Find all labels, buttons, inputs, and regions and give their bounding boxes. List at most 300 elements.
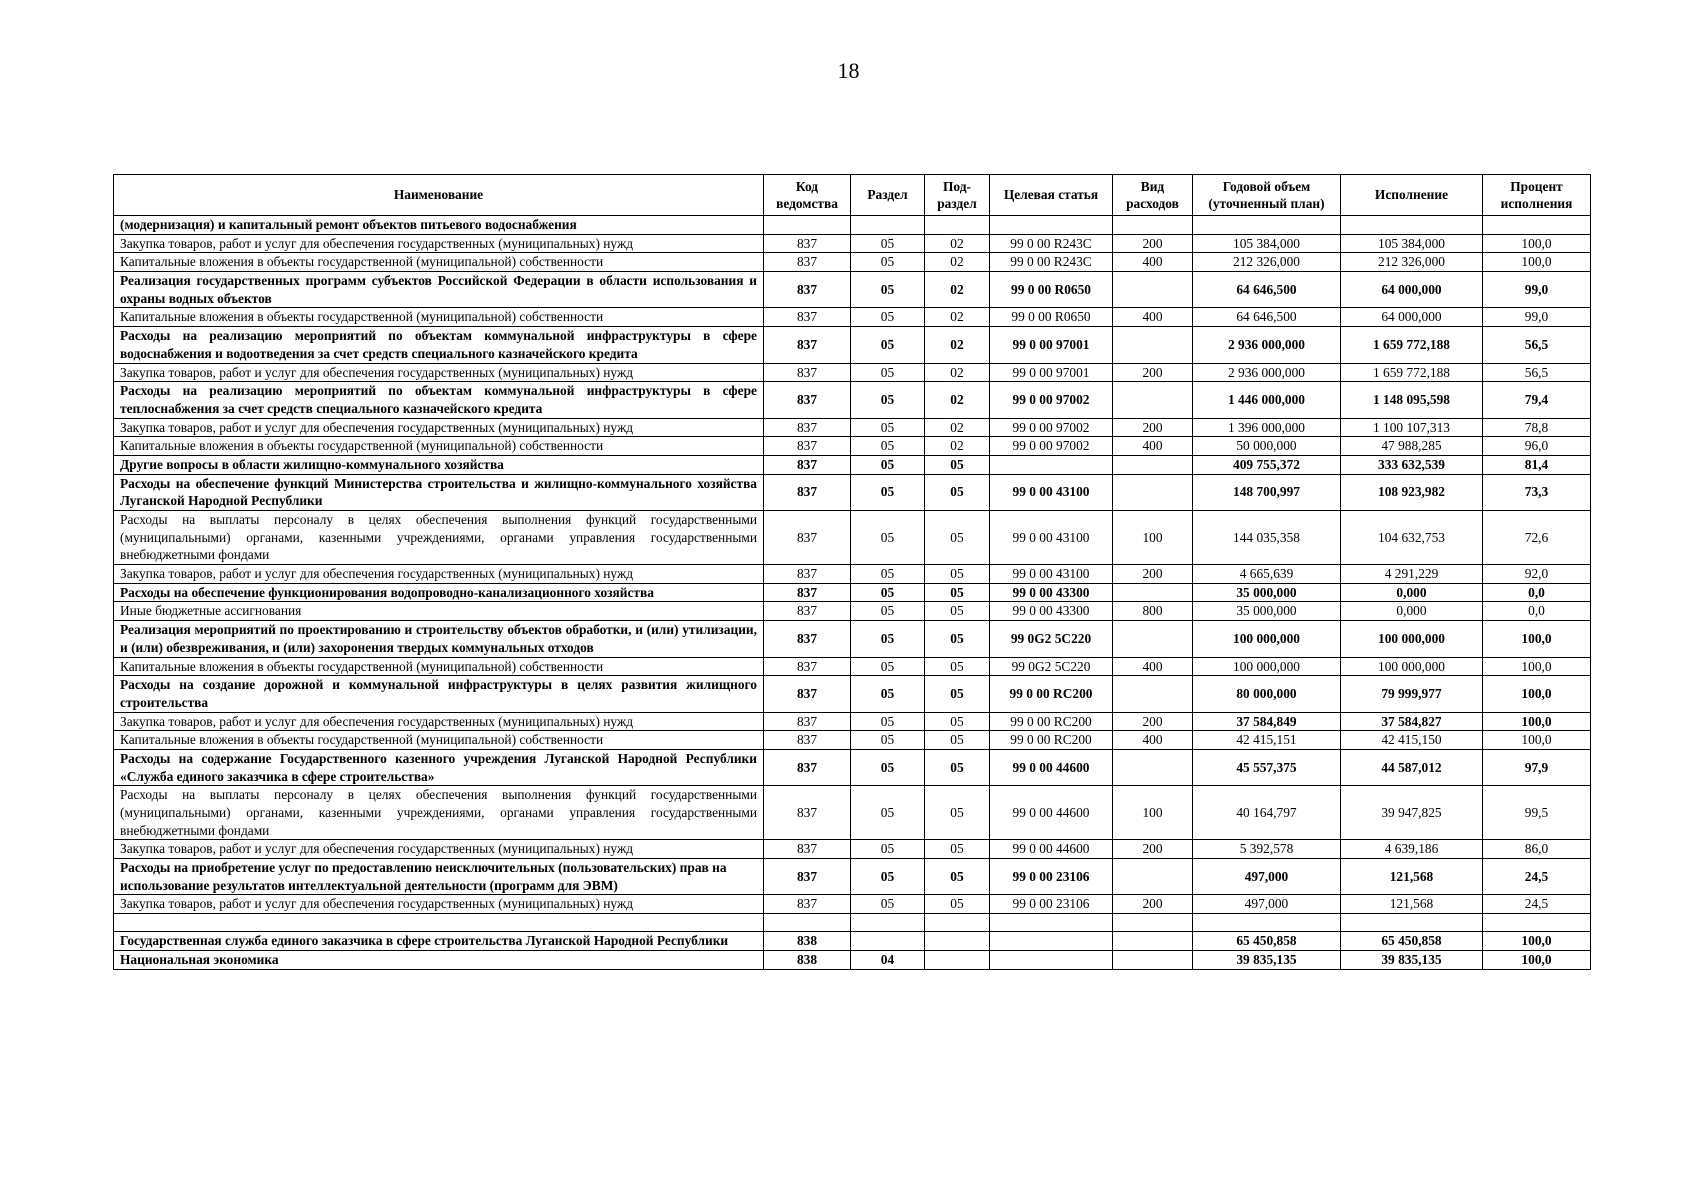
table-row — [114, 621, 1591, 657]
table-row — [114, 895, 1591, 914]
cell-podrazdel: 05 — [925, 511, 990, 565]
cell-name: Расходы на обеспечение функций Министерства строительства и жилищно-коммунального хозяйства Луганской Народной Республики — [114, 474, 764, 510]
cell-plan: 212 326,000 — [1193, 253, 1341, 272]
cell-ved: 837 — [764, 657, 851, 676]
cell-name: (модернизация) и капитальный ремонт объектов питьевого водоснабжения — [114, 216, 764, 235]
cell-pct: 96,0 — [1483, 437, 1591, 456]
cell-plan: 2 936 000,000 — [1193, 363, 1341, 382]
cell-vid: 200 — [1113, 363, 1193, 382]
cell-razdel: 05 — [851, 657, 925, 676]
cell-csr: 99 0 00 97001 — [990, 363, 1113, 382]
cell-pct: 97,9 — [1483, 749, 1591, 785]
cell-csr: 99 0G2 5C220 — [990, 621, 1113, 657]
cell-razdel: 05 — [851, 253, 925, 272]
cell-razdel: 05 — [851, 786, 925, 840]
header-name: Наименование — [114, 175, 764, 216]
cell-isp: 100 000,000 — [1341, 621, 1483, 657]
cell-razdel: 05 — [851, 272, 925, 308]
cell-razdel: 05 — [851, 418, 925, 437]
cell-vid: 200 — [1113, 840, 1193, 859]
cell-isp: 1 659 772,188 — [1341, 327, 1483, 363]
cell-pct: 0,0 — [1483, 583, 1591, 602]
cell-name: Капитальные вложения в объекты государственной (муниципальной) собственности — [114, 253, 764, 272]
table-header-row — [114, 175, 1591, 216]
cell-plan: 50 000,000 — [1193, 437, 1341, 456]
header-ved: Код ведомства — [764, 175, 851, 216]
cell-name: Закупка товаров, работ и услуг для обеспечения государственных (муниципальных) нужд — [114, 712, 764, 731]
cell-ved: 837 — [764, 382, 851, 418]
cell-csr: 99 0 00 97002 — [990, 418, 1113, 437]
table-row — [114, 676, 1591, 712]
header-isp: Исполнение — [1341, 175, 1483, 216]
cell-isp: 79 999,977 — [1341, 676, 1483, 712]
cell-isp: 39 947,825 — [1341, 786, 1483, 840]
page-number: 18 — [837, 58, 860, 83]
table-row — [114, 565, 1591, 584]
cell-name — [114, 914, 764, 932]
cell-razdel: 04 — [851, 950, 925, 969]
cell-vid: 100 — [1113, 511, 1193, 565]
cell-podrazdel: 05 — [925, 657, 990, 676]
cell-ved: 837 — [764, 511, 851, 565]
cell-podrazdel: 05 — [925, 731, 990, 750]
cell-ved: 837 — [764, 437, 851, 456]
cell-pct: 100,0 — [1483, 657, 1591, 676]
cell-name: Расходы на приобретение услуг по предоставлению неисключительных (пользовательских) прав на использование результатов интеллектуальной деятельности (программ для ЭВМ) — [114, 859, 764, 895]
budget-table — [113, 174, 1591, 970]
cell-vid — [1113, 932, 1193, 951]
cell-csr: 99 0 00 43100 — [990, 511, 1113, 565]
cell-isp: 37 584,827 — [1341, 712, 1483, 731]
table-row — [114, 511, 1591, 565]
cell-ved: 837 — [764, 474, 851, 510]
cell-csr: 99 0 00 R0650 — [990, 308, 1113, 327]
cell-name: Реализация мероприятий по проектированию и строительству объектов обработки, и (или) утилизации, и (или) обезвреживания, и (или) захоронения твердых коммунальных отходов — [114, 621, 764, 657]
cell-vid: 400 — [1113, 657, 1193, 676]
cell-pct: 24,5 — [1483, 895, 1591, 914]
cell-csr: 99 0 00 97002 — [990, 437, 1113, 456]
cell-plan: 37 584,849 — [1193, 712, 1341, 731]
cell-name: Национальная экономика — [114, 950, 764, 969]
header-plan: Годовой объем (уточненный план) — [1193, 175, 1341, 216]
cell-vid: 800 — [1113, 602, 1193, 621]
cell-vid — [1113, 327, 1193, 363]
cell-ved: 837 — [764, 234, 851, 253]
table-row — [114, 786, 1591, 840]
cell-name: Капитальные вложения в объекты государственной (муниципальной) собственности — [114, 657, 764, 676]
header-csr: Целевая статья — [990, 175, 1113, 216]
table-row — [114, 272, 1591, 308]
cell-plan: 64 646,500 — [1193, 272, 1341, 308]
cell-vid: 200 — [1113, 895, 1193, 914]
cell-csr: 99 0 00 R243C — [990, 253, 1113, 272]
cell-vid: 200 — [1113, 418, 1193, 437]
cell-ved: 837 — [764, 712, 851, 731]
table-row — [114, 583, 1591, 602]
cell-pct: 92,0 — [1483, 565, 1591, 584]
cell-razdel: 05 — [851, 895, 925, 914]
cell-csr — [990, 914, 1113, 932]
cell-isp: 4 291,229 — [1341, 565, 1483, 584]
cell-name: Расходы на выплаты персоналу в целях обеспечения выполнения функций государственными (муниципальными) органами, казенными учреждениями, органами управления государственными внебюджетными фондами — [114, 786, 764, 840]
cell-plan: 497,000 — [1193, 895, 1341, 914]
cell-ved: 837 — [764, 583, 851, 602]
cell-csr — [990, 455, 1113, 474]
cell-podrazdel: 05 — [925, 602, 990, 621]
cell-plan: 1 446 000,000 — [1193, 382, 1341, 418]
cell-plan: 409 755,372 — [1193, 455, 1341, 474]
cell-csr — [990, 950, 1113, 969]
cell-isp: 1 659 772,188 — [1341, 363, 1483, 382]
cell-vid: 200 — [1113, 712, 1193, 731]
table-row — [114, 437, 1591, 456]
cell-pct: 24,5 — [1483, 859, 1591, 895]
cell-isp: 65 450,858 — [1341, 932, 1483, 951]
cell-name: Расходы на реализацию мероприятий по объектам коммунальной инфраструктуры в сфере теплоснабжения за счет средств специального казначейского кредита — [114, 382, 764, 418]
cell-plan: 148 700,997 — [1193, 474, 1341, 510]
cell-podrazdel: 02 — [925, 308, 990, 327]
cell-razdel: 05 — [851, 234, 925, 253]
cell-podrazdel — [925, 932, 990, 951]
cell-vid — [1113, 950, 1193, 969]
cell-podrazdel: 05 — [925, 621, 990, 657]
cell-name: Закупка товаров, работ и услуг для обеспечения государственных (муниципальных) нужд — [114, 234, 764, 253]
cell-csr: 99 0 00 R0650 — [990, 272, 1113, 308]
cell-podrazdel: 05 — [925, 565, 990, 584]
cell-vid: 400 — [1113, 731, 1193, 750]
cell-vid — [1113, 272, 1193, 308]
cell-pct: 56,5 — [1483, 363, 1591, 382]
cell-isp: 121,568 — [1341, 859, 1483, 895]
cell-isp — [1341, 914, 1483, 932]
cell-isp: 121,568 — [1341, 895, 1483, 914]
cell-podrazdel — [925, 914, 990, 932]
cell-plan: 39 835,135 — [1193, 950, 1341, 969]
cell-vid — [1113, 216, 1193, 235]
cell-podrazdel — [925, 216, 990, 235]
cell-csr: 99 0 00 RC200 — [990, 712, 1113, 731]
cell-plan: 100 000,000 — [1193, 621, 1341, 657]
cell-csr: 99 0 00 97002 — [990, 382, 1113, 418]
table-row — [114, 602, 1591, 621]
cell-csr: 99 0 00 44600 — [990, 840, 1113, 859]
header-vid: Вид расходов — [1113, 175, 1193, 216]
table-row — [114, 327, 1591, 363]
cell-csr: 99 0 00 23106 — [990, 859, 1113, 895]
cell-name: Закупка товаров, работ и услуг для обеспечения государственных (муниципальных) нужд — [114, 418, 764, 437]
cell-name: Капитальные вложения в объекты государственной (муниципальной) собственности — [114, 731, 764, 750]
cell-csr: 99 0 00 44600 — [990, 749, 1113, 785]
table-row — [114, 455, 1591, 474]
cell-name: Расходы на содержание Государственного казенного учреждения Луганской Народной Республики «Служба единого заказчика в сфере строительства» — [114, 749, 764, 785]
cell-isp: 64 000,000 — [1341, 308, 1483, 327]
cell-plan: 40 164,797 — [1193, 786, 1341, 840]
cell-plan: 35 000,000 — [1193, 602, 1341, 621]
cell-name: Закупка товаров, работ и услуг для обеспечения государственных (муниципальных) нужд — [114, 840, 764, 859]
cell-isp: 212 326,000 — [1341, 253, 1483, 272]
cell-vid — [1113, 382, 1193, 418]
cell-plan — [1193, 914, 1341, 932]
cell-podrazdel: 02 — [925, 253, 990, 272]
cell-pct: 100,0 — [1483, 950, 1591, 969]
cell-csr: 99 0 00 RC200 — [990, 731, 1113, 750]
cell-pct: 81,4 — [1483, 455, 1591, 474]
cell-pct: 73,3 — [1483, 474, 1591, 510]
cell-razdel: 05 — [851, 621, 925, 657]
cell-pct: 100,0 — [1483, 621, 1591, 657]
cell-isp: 1 148 095,598 — [1341, 382, 1483, 418]
cell-name: Расходы на создание дорожной и коммунальной инфраструктуры в целях развития жилищного строительства — [114, 676, 764, 712]
cell-csr — [990, 932, 1113, 951]
cell-razdel: 05 — [851, 712, 925, 731]
cell-pct: 56,5 — [1483, 327, 1591, 363]
cell-ved — [764, 914, 851, 932]
cell-vid — [1113, 474, 1193, 510]
cell-ved: 838 — [764, 950, 851, 969]
cell-podrazdel: 05 — [925, 749, 990, 785]
cell-razdel: 05 — [851, 583, 925, 602]
cell-csr: 99 0 00 43300 — [990, 602, 1113, 621]
cell-plan: 1 396 000,000 — [1193, 418, 1341, 437]
cell-isp: 333 632,539 — [1341, 455, 1483, 474]
cell-plan: 5 392,578 — [1193, 840, 1341, 859]
cell-ved: 837 — [764, 859, 851, 895]
cell-podrazdel: 05 — [925, 583, 990, 602]
cell-pct — [1483, 216, 1591, 235]
cell-csr: 99 0 00 23106 — [990, 895, 1113, 914]
cell-ved: 837 — [764, 272, 851, 308]
cell-name: Расходы на обеспечение функционирования водопроводно-канализационного хозяйства — [114, 583, 764, 602]
cell-name: Государственная служба единого заказчика в сфере строительства Луганской Народной Республики — [114, 932, 764, 951]
cell-csr: 99 0G2 5C220 — [990, 657, 1113, 676]
cell-isp: 42 415,150 — [1341, 731, 1483, 750]
cell-podrazdel: 02 — [925, 418, 990, 437]
cell-vid — [1113, 749, 1193, 785]
cell-name: Расходы на реализацию мероприятий по объектам коммунальной инфраструктуры в сфере водоснабжения и водоотведения за счет средств специального казначейского кредита — [114, 327, 764, 363]
cell-ved: 837 — [764, 676, 851, 712]
cell-isp: 104 632,753 — [1341, 511, 1483, 565]
cell-razdel: 05 — [851, 749, 925, 785]
header-razdel: Раздел — [851, 175, 925, 216]
cell-pct: 72,6 — [1483, 511, 1591, 565]
cell-ved: 837 — [764, 565, 851, 584]
cell-plan: 497,000 — [1193, 859, 1341, 895]
cell-razdel: 05 — [851, 455, 925, 474]
cell-ved: 837 — [764, 786, 851, 840]
table-row — [114, 859, 1591, 895]
cell-podrazdel: 02 — [925, 234, 990, 253]
cell-vid — [1113, 676, 1193, 712]
cell-vid: 200 — [1113, 565, 1193, 584]
cell-razdel — [851, 914, 925, 932]
cell-pct: 78,8 — [1483, 418, 1591, 437]
cell-isp: 64 000,000 — [1341, 272, 1483, 308]
cell-razdel: 05 — [851, 602, 925, 621]
cell-vid — [1113, 914, 1193, 932]
cell-plan: 100 000,000 — [1193, 657, 1341, 676]
table-body — [114, 216, 1591, 970]
cell-razdel: 05 — [851, 308, 925, 327]
cell-podrazdel: 05 — [925, 859, 990, 895]
cell-ved: 837 — [764, 731, 851, 750]
cell-name: Реализация государственных программ субъектов Российской Федерации в области использования и охраны водных объектов — [114, 272, 764, 308]
table-row — [114, 363, 1591, 382]
cell-plan — [1193, 216, 1341, 235]
cell-plan: 64 646,500 — [1193, 308, 1341, 327]
cell-razdel: 05 — [851, 474, 925, 510]
table-row — [114, 418, 1591, 437]
cell-vid — [1113, 621, 1193, 657]
table-row — [114, 749, 1591, 785]
cell-csr: 99 0 00 43100 — [990, 474, 1113, 510]
cell-razdel: 05 — [851, 840, 925, 859]
table-row — [114, 382, 1591, 418]
cell-ved: 837 — [764, 455, 851, 474]
cell-ved: 837 — [764, 418, 851, 437]
cell-podrazdel: 05 — [925, 712, 990, 731]
cell-name: Закупка товаров, работ и услуг для обеспечения государственных (муниципальных) нужд — [114, 565, 764, 584]
cell-isp: 108 923,982 — [1341, 474, 1483, 510]
cell-csr: 99 0 00 43300 — [990, 583, 1113, 602]
cell-plan: 42 415,151 — [1193, 731, 1341, 750]
cell-plan: 4 665,639 — [1193, 565, 1341, 584]
cell-isp: 0,000 — [1341, 583, 1483, 602]
cell-ved: 837 — [764, 621, 851, 657]
table-row — [114, 657, 1591, 676]
cell-pct — [1483, 914, 1591, 932]
cell-ved: 837 — [764, 602, 851, 621]
cell-razdel: 05 — [851, 859, 925, 895]
cell-name: Капитальные вложения в объекты государственной (муниципальной) собственности — [114, 308, 764, 327]
cell-pct: 99,0 — [1483, 272, 1591, 308]
table-row — [114, 474, 1591, 510]
cell-vid — [1113, 859, 1193, 895]
table-row — [114, 308, 1591, 327]
cell-podrazdel: 05 — [925, 676, 990, 712]
cell-name: Иные бюджетные ассигнования — [114, 602, 764, 621]
cell-podrazdel: 02 — [925, 327, 990, 363]
cell-podrazdel: 02 — [925, 363, 990, 382]
cell-isp: 4 639,186 — [1341, 840, 1483, 859]
table-row — [114, 932, 1591, 951]
cell-csr: 99 0 00 RC200 — [990, 676, 1113, 712]
cell-name: Капитальные вложения в объекты государственной (муниципальной) собственности — [114, 437, 764, 456]
cell-csr: 99 0 00 R243C — [990, 234, 1113, 253]
header-pct: Процент исполнения — [1483, 175, 1591, 216]
cell-razdel: 05 — [851, 363, 925, 382]
cell-name: Закупка товаров, работ и услуг для обеспечения государственных (муниципальных) нужд — [114, 363, 764, 382]
cell-ved: 837 — [764, 749, 851, 785]
cell-plan: 65 450,858 — [1193, 932, 1341, 951]
cell-podrazdel: 05 — [925, 455, 990, 474]
table-row — [114, 914, 1591, 932]
cell-ved: 837 — [764, 308, 851, 327]
cell-ved — [764, 216, 851, 235]
cell-pct: 99,5 — [1483, 786, 1591, 840]
cell-pct: 79,4 — [1483, 382, 1591, 418]
cell-ved: 837 — [764, 253, 851, 272]
cell-vid — [1113, 455, 1193, 474]
cell-razdel — [851, 216, 925, 235]
cell-isp: 47 988,285 — [1341, 437, 1483, 456]
cell-podrazdel: 05 — [925, 786, 990, 840]
cell-isp: 100 000,000 — [1341, 657, 1483, 676]
cell-pct: 0,0 — [1483, 602, 1591, 621]
cell-isp: 0,000 — [1341, 602, 1483, 621]
table-row — [114, 731, 1591, 750]
table-row — [114, 840, 1591, 859]
cell-pct: 100,0 — [1483, 253, 1591, 272]
cell-podrazdel: 02 — [925, 272, 990, 308]
cell-ved: 837 — [764, 840, 851, 859]
cell-pct: 100,0 — [1483, 731, 1591, 750]
cell-csr: 99 0 00 44600 — [990, 786, 1113, 840]
cell-plan: 35 000,000 — [1193, 583, 1341, 602]
cell-pct: 100,0 — [1483, 676, 1591, 712]
cell-pct: 86,0 — [1483, 840, 1591, 859]
cell-razdel: 05 — [851, 511, 925, 565]
cell-csr: 99 0 00 43100 — [990, 565, 1113, 584]
cell-vid — [1113, 583, 1193, 602]
cell-name: Закупка товаров, работ и услуг для обеспечения государственных (муниципальных) нужд — [114, 895, 764, 914]
cell-razdel: 05 — [851, 382, 925, 418]
cell-pct: 100,0 — [1483, 712, 1591, 731]
cell-name: Расходы на выплаты персоналу в целях обеспечения выполнения функций государственными (муниципальными) органами, казенными учреждениями, органами управления государственными внебюджетными фондами — [114, 511, 764, 565]
cell-ved: 837 — [764, 327, 851, 363]
cell-razdel: 05 — [851, 676, 925, 712]
cell-plan: 45 557,375 — [1193, 749, 1341, 785]
cell-isp — [1341, 216, 1483, 235]
cell-razdel: 05 — [851, 437, 925, 456]
cell-razdel: 05 — [851, 731, 925, 750]
cell-plan: 105 384,000 — [1193, 234, 1341, 253]
cell-razdel: 05 — [851, 327, 925, 363]
cell-vid: 400 — [1113, 437, 1193, 456]
cell-plan: 144 035,358 — [1193, 511, 1341, 565]
cell-plan: 80 000,000 — [1193, 676, 1341, 712]
cell-isp: 105 384,000 — [1341, 234, 1483, 253]
cell-podrazdel: 05 — [925, 840, 990, 859]
cell-name: Другие вопросы в области жилищно-коммунального хозяйства — [114, 455, 764, 474]
cell-ved: 838 — [764, 932, 851, 951]
cell-podrazdel: 05 — [925, 474, 990, 510]
cell-podrazdel: 02 — [925, 382, 990, 418]
cell-isp: 1 100 107,313 — [1341, 418, 1483, 437]
table-row — [114, 950, 1591, 969]
cell-razdel: 05 — [851, 565, 925, 584]
table-row — [114, 216, 1591, 235]
cell-podrazdel: 05 — [925, 895, 990, 914]
cell-razdel — [851, 932, 925, 951]
cell-ved: 837 — [764, 363, 851, 382]
cell-vid: 200 — [1113, 234, 1193, 253]
cell-podrazdel: 02 — [925, 437, 990, 456]
cell-podrazdel — [925, 950, 990, 969]
cell-csr: 99 0 00 97001 — [990, 327, 1113, 363]
cell-vid: 100 — [1113, 786, 1193, 840]
cell-plan: 2 936 000,000 — [1193, 327, 1341, 363]
cell-vid: 400 — [1113, 308, 1193, 327]
header-podrazdel: Под-раздел — [925, 175, 990, 216]
cell-vid: 400 — [1113, 253, 1193, 272]
cell-pct: 100,0 — [1483, 932, 1591, 951]
table-row — [114, 712, 1591, 731]
table-row — [114, 253, 1591, 272]
cell-csr — [990, 216, 1113, 235]
cell-pct: 99,0 — [1483, 308, 1591, 327]
cell-isp: 39 835,135 — [1341, 950, 1483, 969]
table-row — [114, 234, 1591, 253]
